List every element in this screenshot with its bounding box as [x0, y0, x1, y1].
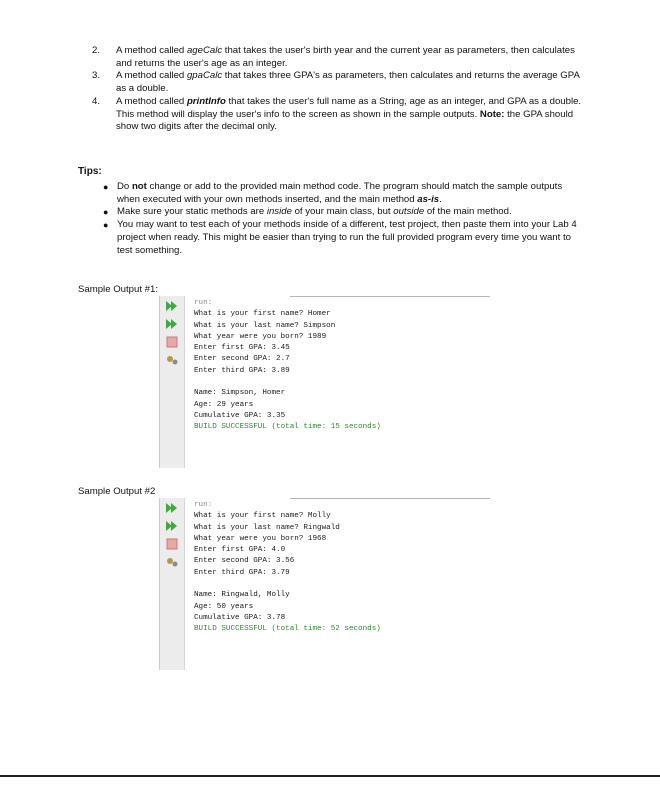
tips-heading: Tips: [78, 166, 102, 177]
stop-icon[interactable] [165, 336, 179, 348]
item-number: 3. [92, 70, 101, 82]
item-text: A method called [116, 45, 187, 56]
tip-item: ● Make sure your static methods are inside of your main class, but outside of the main method. [103, 206, 512, 218]
run-line: run: [194, 501, 213, 509]
list-item [92, 70, 592, 95]
note-text: the GPA should show two digits after the decimal only. [116, 108, 574, 133]
console-line: Enter third GPA: 3.89 [194, 366, 290, 375]
item-number: 2. [92, 45, 101, 56]
item-text: that takes the user's full name as a String, age as an integer, and GPA as a double. This method will display the user's info to the screen as shown in the sample outputs. [116, 95, 582, 120]
list-item [92, 45, 592, 70]
console-line: Enter second GPA: 2.7 [194, 355, 290, 364]
page-bottom-rule [0, 775, 660, 777]
bullet-icon: ● [103, 207, 109, 218]
run-line: run: [194, 299, 213, 307]
tip-item: ● You may want to test each of your methods inside of a different, test project, then paste them into your Lab 4 project when ready. This might be easier than trying to run the full provided program every time you want to test something. [103, 219, 577, 256]
console-line: Cumulative GPA: 3.35 [194, 411, 286, 420]
console-line: Enter first GPA: 3.45 [194, 344, 290, 353]
method-name: gpaCalc [186, 70, 223, 82]
method-list [92, 45, 592, 134]
console-output-1 [194, 298, 381, 434]
build-status: BUILD SUCCESSFUL (total time: 15 seconds) [194, 423, 381, 432]
tips-list [103, 181, 583, 257]
console-line: What year were you born? 1968 [194, 534, 327, 543]
item-number: 4. [92, 95, 101, 107]
divider [290, 296, 490, 297]
console-toolbar [160, 296, 185, 468]
item-text: that takes the user's birth year and the current year as parameters, then calculates and returns the user's age as an integer. [116, 45, 575, 69]
sample-output-1-label: Sample Output #1: [78, 284, 158, 295]
rerun-icon[interactable] [165, 502, 179, 514]
console-line: What is your first name? Molly [194, 512, 331, 521]
console-line: Enter second GPA: 3.56 [194, 557, 295, 566]
rerun-last-icon[interactable] [165, 520, 179, 532]
console-line: What is your last name? Ringwald [194, 523, 340, 532]
method-name: ageCalc [186, 45, 223, 56]
console-output-2 [194, 500, 381, 636]
settings-icon[interactable] [165, 354, 179, 366]
console-line: Name: Simpson, Homer [194, 389, 286, 398]
console-line: Age: 50 years [194, 602, 254, 611]
console-panel-2 [159, 498, 490, 670]
list-item [92, 96, 592, 134]
method-name: printInfo [186, 95, 226, 107]
item-text: A method called [116, 70, 187, 82]
item-text: A method called [116, 95, 187, 107]
bullet-icon: ● [103, 182, 109, 192]
console-line: What year were you born? 1989 [194, 332, 327, 341]
console-line: Cumulative GPA: 3.78 [194, 613, 286, 622]
sample-output-2-label: Sample Output #2 [78, 486, 156, 497]
console-line: Enter third GPA: 3.79 [194, 568, 290, 577]
note-label: Note: [479, 108, 505, 120]
console-toolbar [160, 498, 185, 670]
rerun-last-icon[interactable] [165, 318, 179, 330]
console-line: What is your last name? Simpson [194, 321, 336, 330]
stop-icon[interactable] [165, 538, 179, 550]
console-line: Name: Ringwald, Molly [194, 591, 290, 600]
console-line: What is your first name? Homer [194, 310, 331, 319]
bullet-icon: ● [103, 220, 109, 231]
item-text: that takes three GPA's as parameters, then calculates and returns the average GPA as a double. [116, 70, 580, 95]
console-panel-1 [159, 296, 490, 468]
build-status: BUILD SUCCESSFUL (total time: 52 seconds) [194, 625, 381, 634]
console-line: Age: 29 years [194, 400, 254, 409]
divider [290, 498, 490, 499]
rerun-icon[interactable] [165, 300, 179, 312]
settings-icon[interactable] [165, 556, 179, 568]
tip-item: ● Do not change or add to the provided main method code. The program should match the sample outputs when executed with your own methods inserted, and the main method as-is. [103, 181, 563, 205]
console-line: Enter first GPA: 4.0 [194, 546, 286, 555]
